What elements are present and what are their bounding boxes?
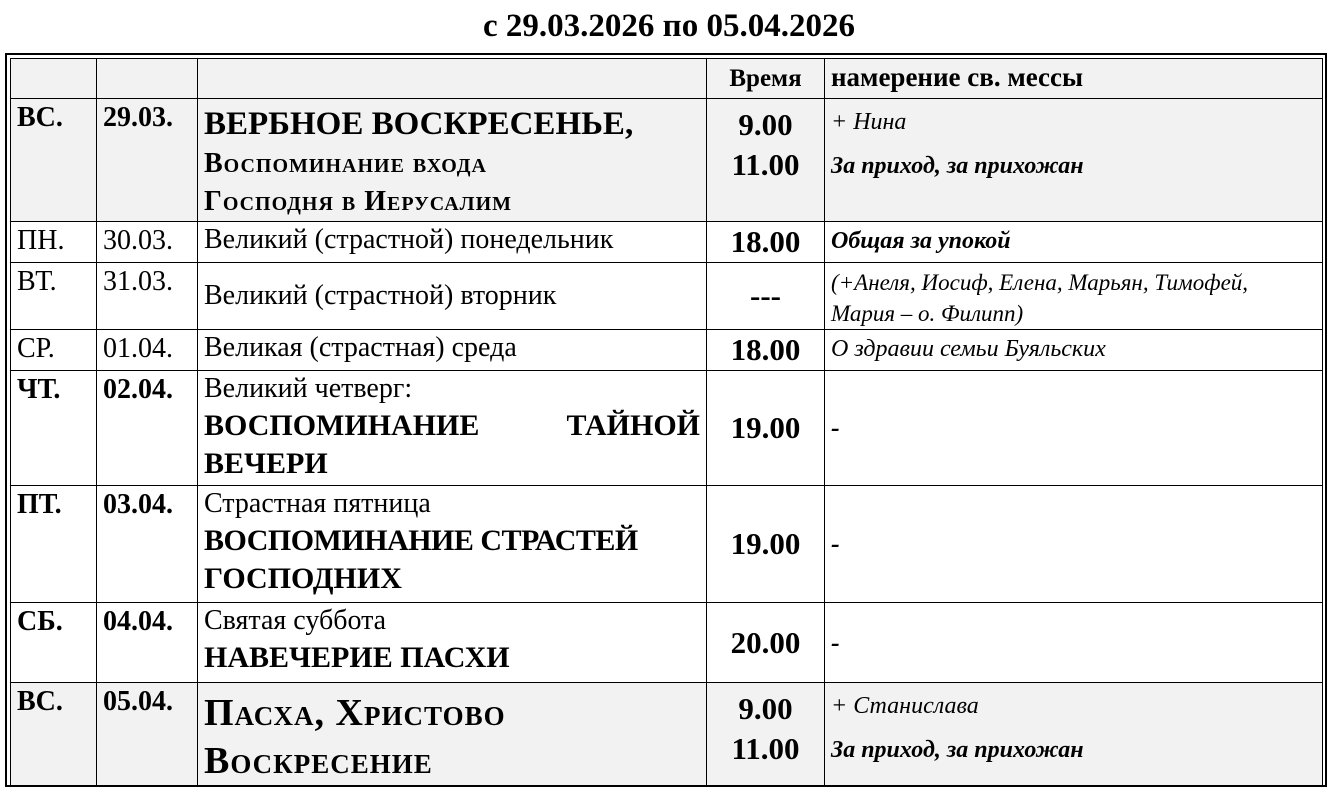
table-row <box>11 222 1323 263</box>
celebration-cell <box>198 371 707 486</box>
mass-schedule-table <box>10 58 1323 786</box>
header-intention: намерение св. мессы <box>825 59 1323 99</box>
intention-text: За приход, за прихожан <box>831 153 1084 179</box>
celebration-title: ГОСПОДНИХ <box>204 562 402 595</box>
table-row <box>11 603 1323 683</box>
time-value: 9.00 <box>738 691 793 726</box>
celebration-title: НАВЕЧЕРИЕ ПАСХИ <box>204 641 510 674</box>
schedule-frame <box>5 53 1327 787</box>
celebration-subtitle: Господня в Иерусалим <box>204 186 513 217</box>
time-cell: 19.00 <box>707 371 825 486</box>
day-cell: СБ. <box>11 603 97 683</box>
celebration-title: ВОСПОМИНАНИЕ СТРАСТЕЙ <box>204 524 638 557</box>
intention-text: За приход, за прихожан <box>831 737 1084 763</box>
time-cell <box>707 99 825 222</box>
celebration-title: ВОСПОМИНАНИЕ ТАЙНОЙ <box>204 409 700 442</box>
header-date-cell <box>97 59 198 99</box>
celebration-cell: Великая (страстная) среда <box>198 330 707 371</box>
time-cell <box>707 683 825 786</box>
celebration-subtitle: Воспоминание входа <box>204 148 487 179</box>
intention-text: + Станислава <box>831 693 979 719</box>
date-cell: 04.04. <box>97 603 198 683</box>
intention-cell <box>825 683 1323 786</box>
intention-cell: (+Анеля, Иосиф, Елена, Марьян, Тимофей, Мария – о. Филипп) <box>825 263 1323 330</box>
document-title: с 29.03.2026 по 05.04.2026 <box>483 8 855 44</box>
celebration-title: Воскресение <box>204 740 433 782</box>
date-cell: 29.03. <box>97 99 198 222</box>
day-cell: ВС. <box>11 99 97 222</box>
celebration-cell <box>198 683 707 786</box>
celebration-title: Пасха, Христово <box>204 692 506 734</box>
time-value: 11.00 <box>731 147 800 182</box>
celebration-cell <box>198 603 707 683</box>
intention-cell: О здравии семьи Буяльских <box>825 330 1323 371</box>
intention-cell: - <box>825 486 1323 603</box>
time-cell: --- <box>707 263 825 330</box>
time-cell: 18.00 <box>707 222 825 263</box>
day-cell: ПТ. <box>11 486 97 603</box>
date-cell: 05.04. <box>97 683 198 786</box>
time-cell: 19.00 <box>707 486 825 603</box>
table-row <box>11 99 1323 222</box>
time-value: 9.00 <box>738 107 793 142</box>
celebration-title: ВЕРБНОЕ ВОСКРЕСЕНЬЕ, <box>204 106 634 142</box>
table-row <box>11 683 1323 786</box>
date-cell: 31.03. <box>97 263 198 330</box>
table-row <box>11 330 1323 371</box>
time-cell: 20.00 <box>707 603 825 683</box>
celebration-cell: Великий (страстной) понедельник <box>198 222 707 263</box>
celebration-subtitle: Страстная пятница <box>204 488 431 519</box>
time-value: 11.00 <box>731 731 800 766</box>
intention-cell: - <box>825 603 1323 683</box>
celebration-cell <box>198 486 707 603</box>
date-cell: 01.04. <box>97 330 198 371</box>
day-cell: СР. <box>11 330 97 371</box>
date-cell: 02.04. <box>97 371 198 486</box>
celebration-cell: Великий (страстной) вторник <box>198 263 707 330</box>
time-cell: 18.00 <box>707 330 825 371</box>
date-cell: 30.03. <box>97 222 198 263</box>
header-time: Время <box>707 59 825 99</box>
celebration-subtitle: Великий четверг: <box>204 373 413 404</box>
table-row <box>11 371 1323 486</box>
celebration-cell <box>198 99 707 222</box>
header-day-cell <box>11 59 97 99</box>
celebration-subtitle: Святая суббота <box>204 605 387 636</box>
date-cell: 03.04. <box>97 486 198 603</box>
header-row <box>11 59 1323 99</box>
intention-cell <box>825 99 1323 222</box>
celebration-title: ВЕЧЕРИ <box>204 447 328 480</box>
table-row <box>11 263 1323 330</box>
day-cell: ПН. <box>11 222 97 263</box>
header-name-cell <box>198 59 707 99</box>
day-cell: ВС. <box>11 683 97 786</box>
intention-cell: Общая за упокой <box>825 222 1323 263</box>
intention-cell: - <box>825 371 1323 486</box>
table-row <box>11 486 1323 603</box>
intention-text: + Нина <box>831 109 907 135</box>
day-cell: ВТ. <box>11 263 97 330</box>
day-cell: ЧТ. <box>11 371 97 486</box>
